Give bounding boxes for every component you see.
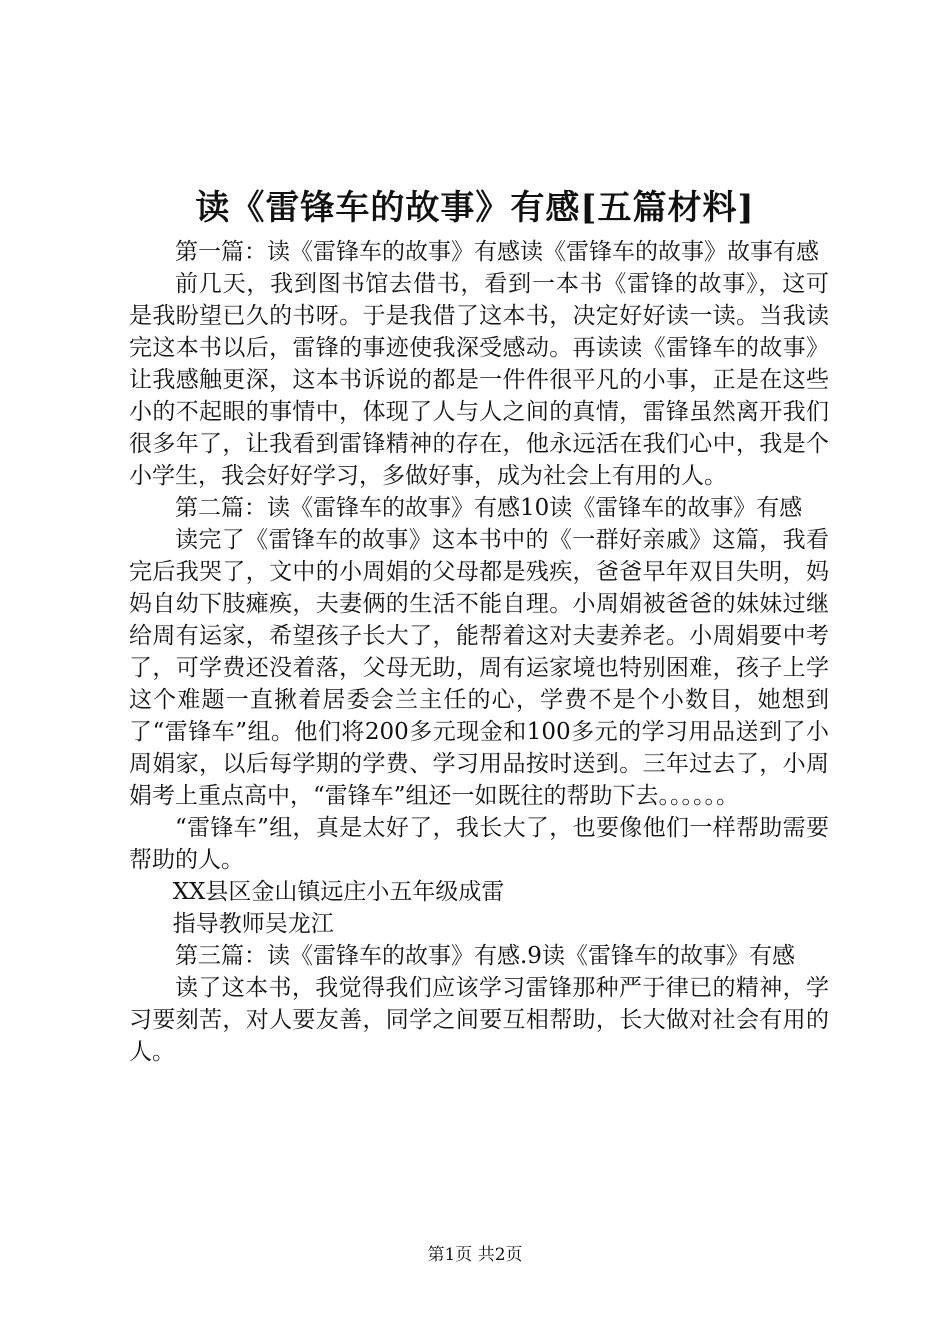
paragraph-heading-2: 第二篇：读《雷锋车的故事》有感10读《雷锋车的故事》有感: [175, 495, 803, 521]
author-line: XX县区金山镇远庄小五年级成雷: [172, 879, 505, 905]
document-body: [129, 236, 829, 1068]
teacher-line: 指导教师吴龙江: [172, 911, 334, 937]
paragraph-3: “雷锋车”组，真是太好了，我长大了，也要像他们一样帮助需要帮助的人。: [129, 815, 829, 873]
paragraph-heading-3: 第三篇：读《雷锋车的故事》有感.9读《雷锋车的故事》有感: [175, 943, 795, 969]
paragraph-4: 读了这本书，我觉得我们应该学习雷锋那种严于律已的精神，学习要刻苦，对人要友善，同学之间要互相帮助，长大做对社会有用的人。: [129, 975, 829, 1065]
document-title: 读《雷锋车的故事》有感[五篇材料]: [195, 188, 755, 228]
page-footer: 第1页 共2页: [427, 1245, 523, 1265]
paragraph-2: 读完了《雷锋车的故事》这本书中的《一群好亲戚》这篇，我看完后我哭了，文中的小周娟的父母都是残疾，爸爸早年双目失明，妈妈自幼下肢瘫痪，夫妻俩的生活不能自理。小周娟被爸爸的妹妹过继给周有运家，希望孩子长大了，能帮着这对夫妻养老。小周娟要中考了，可学费还没着落，父母无助，周有运家境也特别困难，孩子上学这个难题一直揪着居委会兰主任的心，学费不是个小数目，她想到了“雷锋车”组。他们将200多元现金和100多元的学习用品送到了小周娟家，以后每学期的学费、学习用品按时送到。三年过去了，小周娟考上重点高中，“雷锋车”组还一如既往的帮助下去。。。。。。: [129, 527, 829, 809]
paragraph-1: 前几天，我到图书馆去借书，看到一本书《雷锋的故事》，这可是我盼望已久的书呀。于是我借了这本书，决定好好读一读。当我读完这本书以后，雷锋的事迹使我深受感动。再读读《雷锋车的故事》让我感触更深，这本书诉说的都是一件件很平凡的小事，正是在这些小的不起眼的事情中，体现了人与人之间的真情，雷锋虽然离开我们很多年了，让我看到雷锋精神的存在，他永远活在我们心中，我是个小学生，我会好好学习，多做好事，成为社会上有用的人。: [129, 271, 829, 489]
paragraph-heading-1: 第一篇：读《雷锋车的故事》有感读《雷锋车的故事》故事有感: [175, 239, 819, 265]
